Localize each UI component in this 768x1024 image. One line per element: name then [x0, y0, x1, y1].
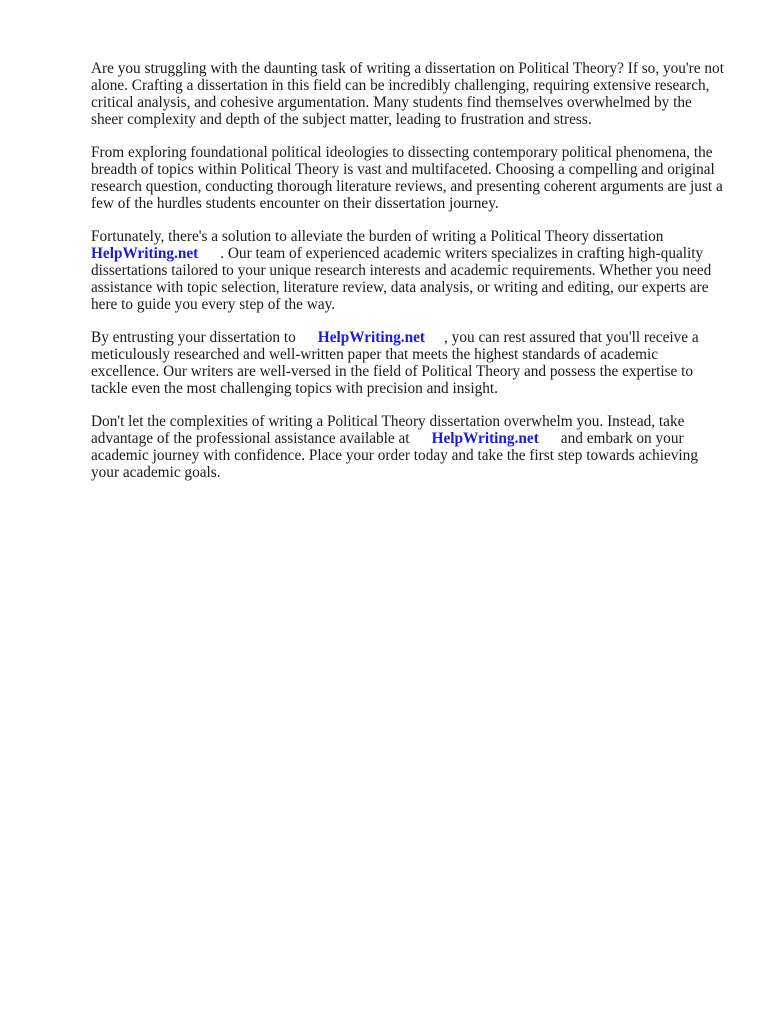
helpwriting-link-2[interactable]: HelpWriting.net — [317, 329, 426, 346]
helpwriting-link-1[interactable]: HelpWriting.net — [91, 245, 199, 262]
paragraph-solution — [91, 228, 725, 313]
document-body — [91, 60, 725, 497]
paragraph-closing — [91, 413, 725, 481]
paragraph-closing-text-before: Don't let the complexities of writing a Political Theory dissertation overwhelm you. Instead, take advantage of the professional assistance available at — [91, 413, 685, 447]
paragraph-topics-text: From exploring foundational political ideologies to dissecting contemporary political phenomena, the breadth of topics within Political Theory is vast and multifaceted. Choosing a compelling and original research question, conducting thorough literature reviews, and presenting coherent arguments are just a few of the hurdles students encounter on their dissertation journey. — [91, 144, 723, 212]
paragraph-entrusting-text-after: , you can rest assured that you'll receive a meticulously researched and well-written paper that meets the highest standards of academic excellence. Our writers are well-versed in the field of Political Theory and possess the expertise to tackle even the most challenging topics with precision and insight. — [91, 329, 699, 397]
paragraph-entrusting — [91, 329, 725, 397]
paragraph-intro-text: Are you struggling with the daunting task of writing a dissertation on Political Theory? If so, you're not alone. Crafting a dissertation in this field can be incredibly challenging, requiring extensive research, critical analysis, and cohesive argumentation. Many students find themselves overwhelmed by the sheer complexity and depth of the subject matter, leading to frustration and stress. — [91, 60, 724, 128]
paragraph-topics — [91, 144, 725, 212]
helpwriting-link-3[interactable]: HelpWriting.net — [431, 430, 539, 447]
paragraph-solution-text-before: Fortunately, there's a solution to alleviate the burden of writing a Political Theory dissertation — [91, 228, 664, 245]
paragraph-entrusting-text-before: By entrusting your dissertation to — [91, 329, 296, 346]
paragraph-intro — [91, 60, 725, 128]
paragraph-solution-text-after: . Our team of experienced academic writers specializes in crafting high-quality dissertations tailored to your unique research interests and academic requirements. Whether you need assistance with topic selection, literature review, data analysis, or writing and editing, our experts are here to guide you every step of the way. — [91, 245, 712, 313]
paragraph-closing-text-after: and embark on your academic journey with confidence. Place your order today and take the first step towards achieving your academic goals. — [91, 430, 698, 481]
